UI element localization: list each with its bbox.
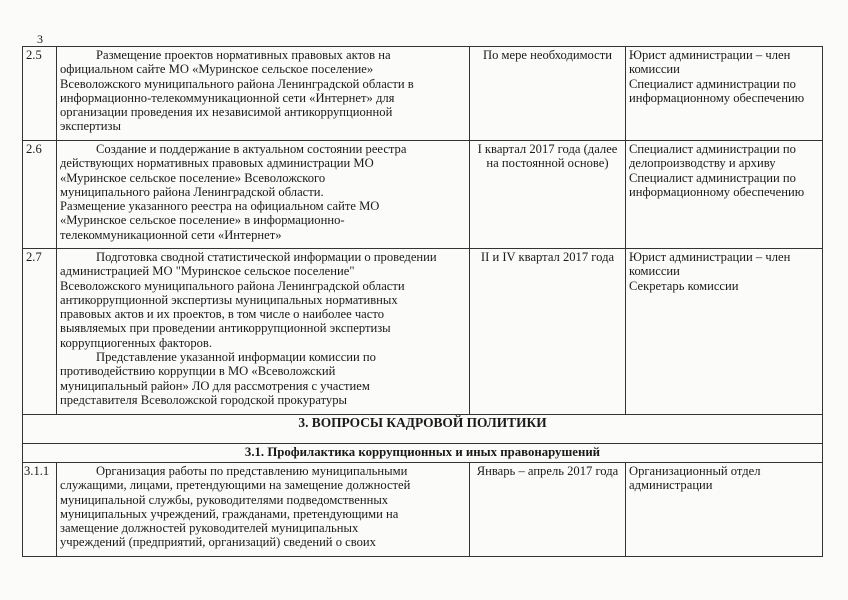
table-row (23, 249, 823, 415)
item-number: 3.1.1 (23, 463, 57, 557)
table-row (23, 141, 823, 249)
table-row (23, 463, 823, 557)
activity-cell: Подготовка сводной статистической информации о проведении администрацией МО "Муринское сельское поселение" Всеволожского муниципального района Ленинградской области антикоррупционной экспертизы муниципальных нормативных правовых актов и их проектов, в том числе о наиболее часто выявляемых при проведении антикоррупционной экспертизы коррупциогенных факторов. Представление указанной информации комиссии по противодействию коррупции в МО «Всеволожский муниципальный район» ЛО для рассмотрения с участием представителя Всеволожской городской прокуратуры (57, 249, 470, 415)
subsection-title: 3.1. Профилактика коррупционных и иных правонарушений (23, 444, 823, 463)
responsible-cell: Юрист администрации – член комиссии Специалист администрации по информационному обеспечению (626, 47, 823, 141)
section-title: 3. ВОПРОСЫ КАДРОВОЙ ПОЛИТИКИ (23, 415, 823, 444)
item-number: 2.5 (23, 47, 57, 141)
anticorruption-plan-table (22, 46, 823, 557)
activity-cell: Организация работы по представлению муниципальными служащими, лицами, претендующими на замещение должностей муниципальной службы, руководителями подведомственных муниципальных учреждений, гражданами, претендующими на замещение должностей руководителей муниципальных учреждений (предприятий, организаций) сведений о своих (57, 463, 470, 557)
item-number: 2.6 (23, 141, 57, 249)
section-row (23, 415, 823, 444)
item-number: 2.7 (23, 249, 57, 415)
responsible-cell: Специалист администрации по делопроизводству и архиву Специалист администрации по информационному обеспечению (626, 141, 823, 249)
term-cell: Январь – апрель 2017 года (470, 463, 626, 557)
responsible-cell: Юрист администрации – член комиссии Секретарь комиссии (626, 249, 823, 415)
table-row (23, 47, 823, 141)
activity-cell: Создание и поддержание в актуальном состоянии реестра действующих нормативных правовых администрации МО «Муринское сельское поселение» Всеволожского муниципального района Ленинградской области. Размещение указанного реестра на официальном сайте МО «Муринское сельское поселение» в информационно- телекоммуникационной сети «Интернет» (57, 141, 470, 249)
term-cell: I квартал 2017 года (далее на постоянной основе) (470, 141, 626, 249)
term-cell: II и IV квартал 2017 года (470, 249, 626, 415)
subsection-row (23, 444, 823, 463)
term-cell: По мере необходимости (470, 47, 626, 141)
page-number: 3 (37, 32, 43, 46)
responsible-cell: Организационный отдел администрации (626, 463, 823, 557)
activity-cell: Размещение проектов нормативных правовых актов на официальном сайте МО «Муринское сельское поселение» Всеволожского муниципального района Ленинградской области в информационно-телекоммуникационной сети «Интернет» для организации проведения их независимой антикоррупционной экспертизы (57, 47, 470, 141)
